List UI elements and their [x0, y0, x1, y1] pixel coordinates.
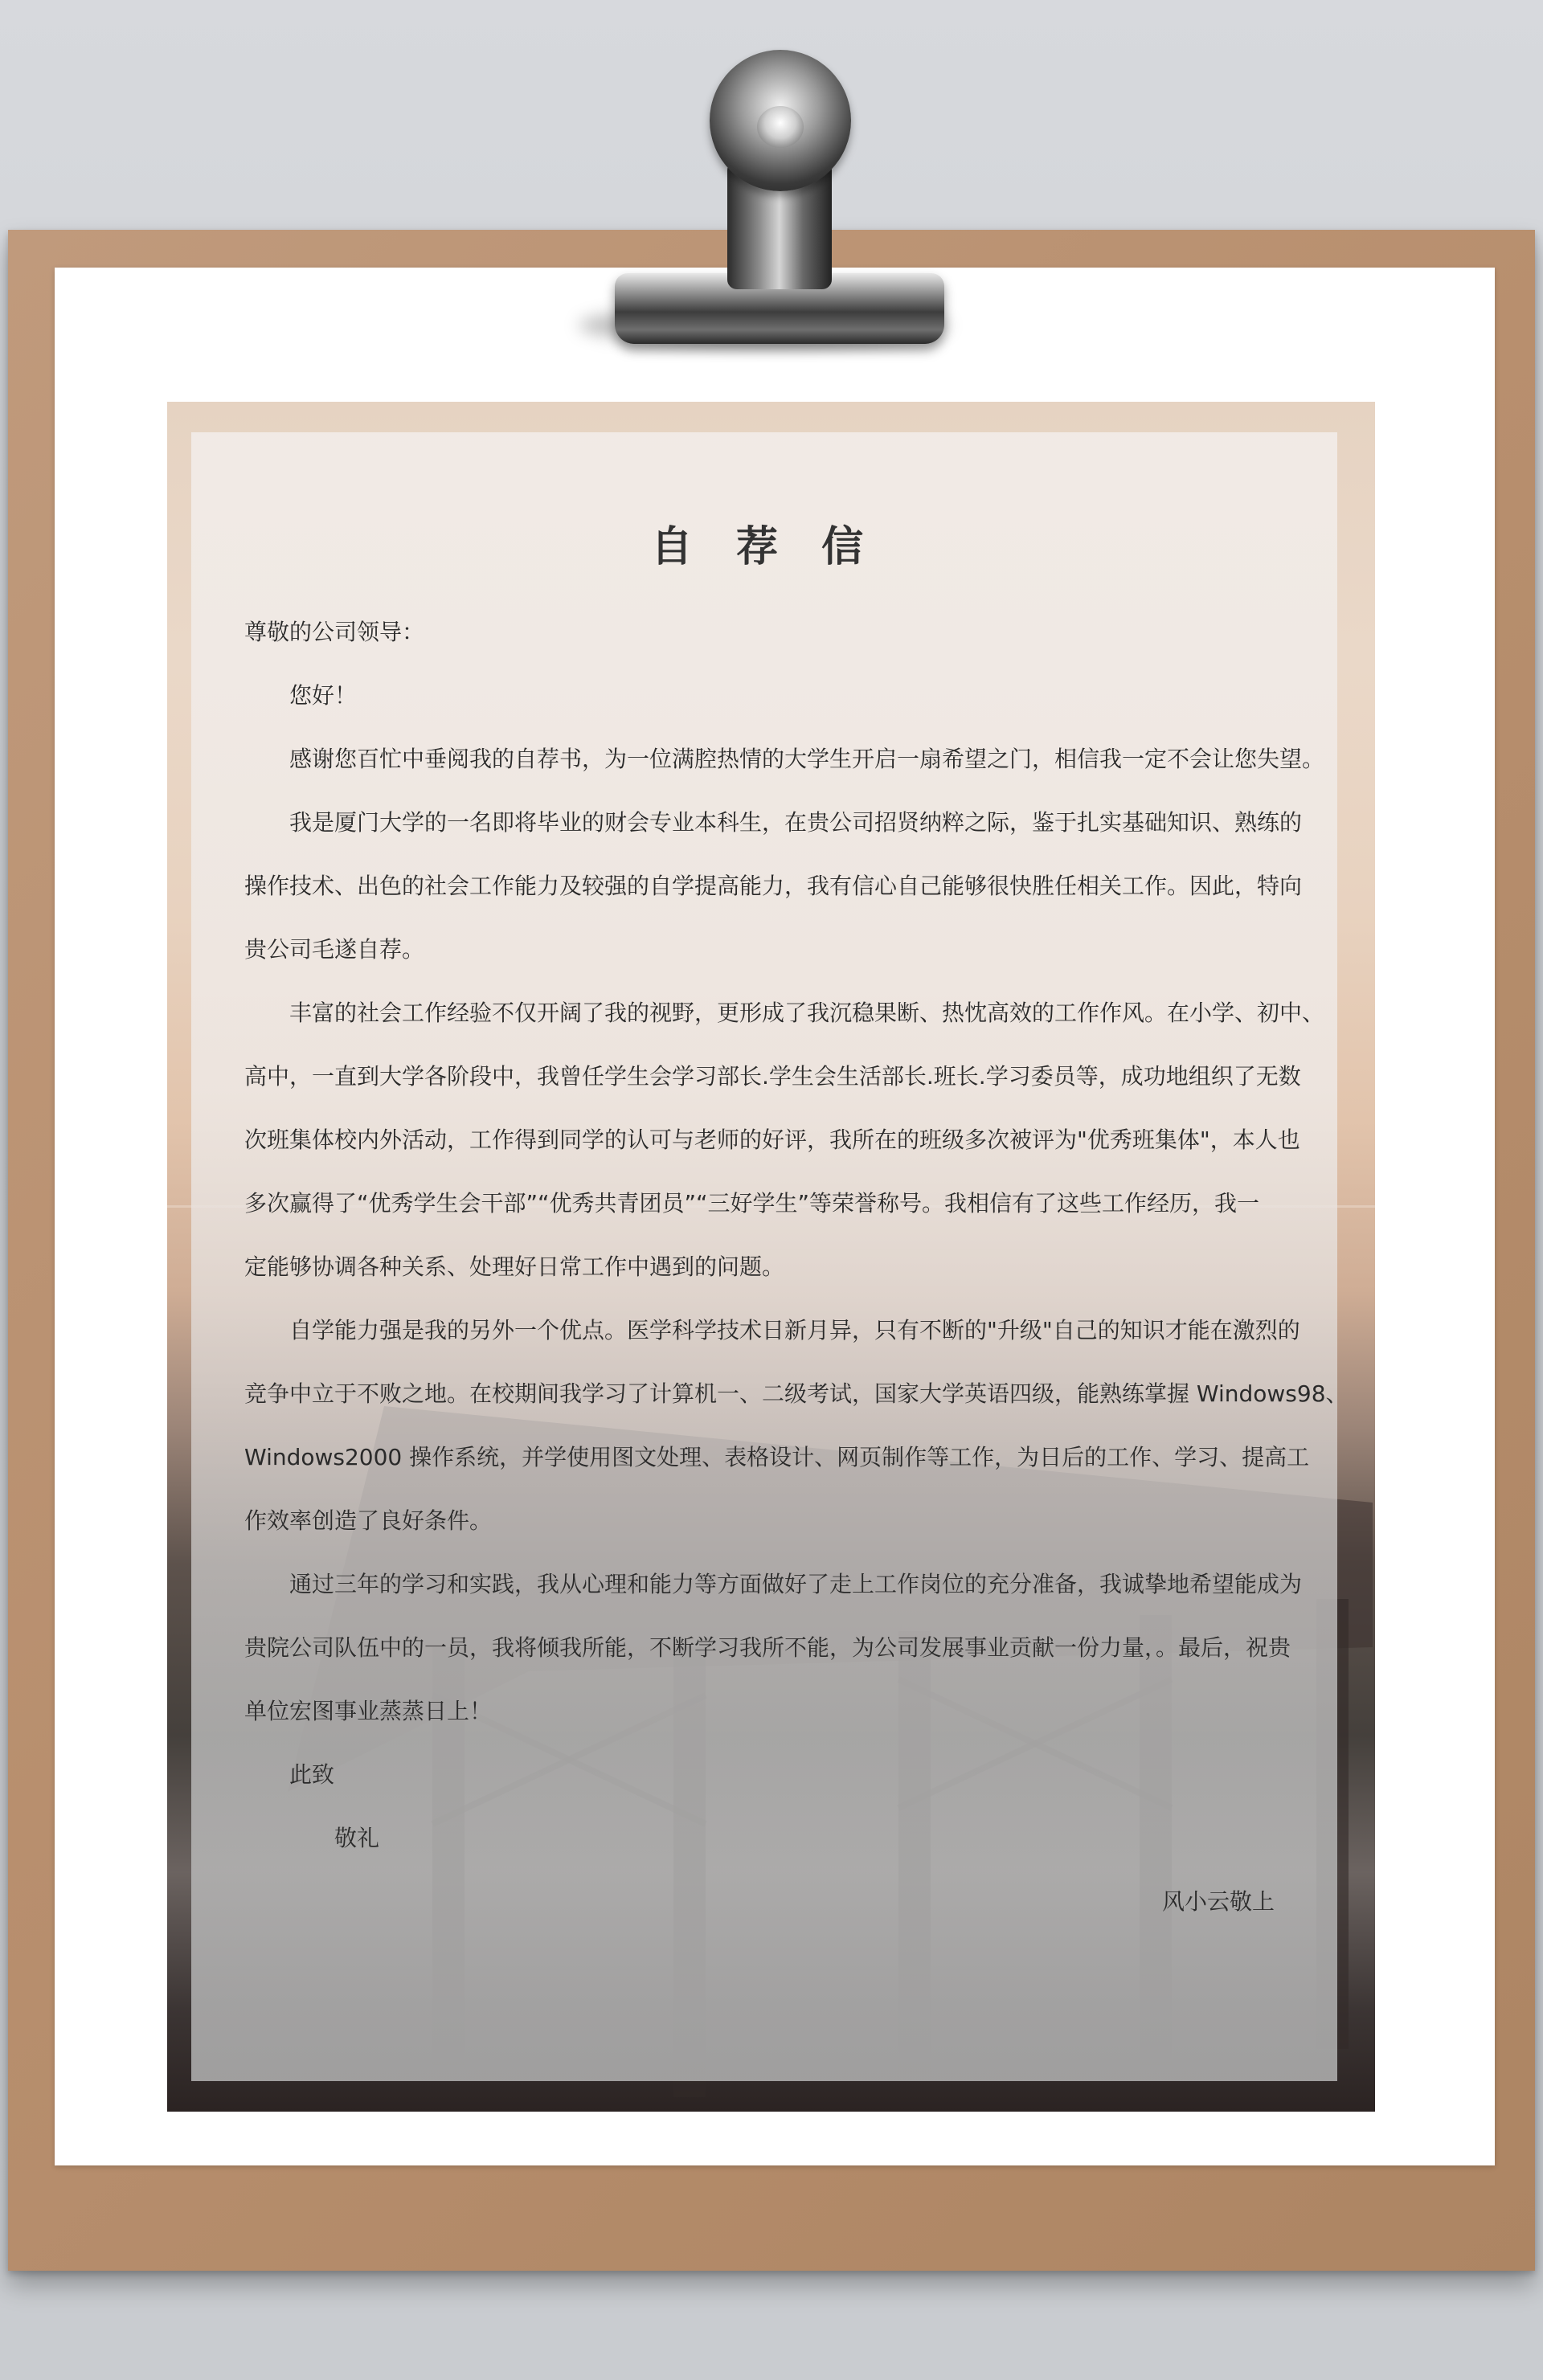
- binder-clip-hole: [757, 106, 804, 148]
- letter-title: 自 荐 信: [650, 523, 878, 571]
- letter-line: 通过三年的学习和实践，我从心理和能力等方面做好了走上工作岗位的充分准备，我诚挚地希望能成为: [289, 1571, 1303, 1597]
- letter-line: 自学能力强是我的另外一个优点。医学科学技术日新月异，只有不断的"升级"自己的知识才能在激烈的: [289, 1317, 1300, 1343]
- letter-line: 贵公司毛遂自荐。: [244, 936, 425, 963]
- letter-line: 高中，一直到大学各阶段中，我曾任学生会学习部长.学生会生活部长.班长.学习委员等，成功地组织了无数: [244, 1063, 1301, 1090]
- greeting: 您好！: [289, 682, 358, 709]
- letter-line: 作效率创造了良好条件。: [244, 1507, 493, 1534]
- letter-line: 次班集体校内外活动，工作得到同学的认可与老师的好评，我所在的班级多次被评为"优秀班集体"，本人也: [244, 1127, 1300, 1153]
- salutation: 尊敬的公司领导：: [244, 619, 425, 645]
- letter-panel: [191, 432, 1349, 2081]
- letter-line: 多次赢得了“优秀学生会干部”“优秀共青团员”“三好学生”等荣誉称号。我相信有了这些工作经历，我一: [244, 1190, 1260, 1217]
- letter-line: 我是厦门大学的一名即将毕业的财会专业本科生，在贵公司招贤纳粹之际，鉴于扎实基础知识、熟练的: [289, 809, 1303, 836]
- letter-line: 丰富的社会工作经验不仅开阔了我的视野，更形成了我沉稳果断、热忱高效的工作作风。在小学、初中、: [289, 1000, 1325, 1026]
- letter-line: 定能够协调各种关系、处理好日常工作中遇到的问题。: [244, 1253, 785, 1280]
- closing: 此致: [289, 1761, 335, 1788]
- regards: 敬礼: [334, 1825, 380, 1851]
- letter-line: Windows2000 操作系统，并学使用图文处理、表格设计、网页制作等工作，为日后的工作、学习、提高工: [244, 1444, 1310, 1470]
- letter-line: 感谢您百忙中垂阅我的自荐书，为一位满腔热情的大学生开启一扇希望之门，相信我一定不会让您失望。: [289, 746, 1325, 772]
- letter-line: 单位宏图事业蒸蒸日上！: [244, 1698, 493, 1724]
- letter-line: 竞争中立于不败之地。在校期间我学习了计算机一、二级考试，国家大学英语四级，能熟练掌握 Windows98、: [244, 1380, 1349, 1407]
- signature: 风小云敬上: [1161, 1888, 1275, 1915]
- letter-line: 操作技术、出色的社会工作能力及较强的自学提高能力，我有信心自己能够很快胜任相关工作。因此，特向: [244, 873, 1303, 899]
- letter-line: 贵院公司队伍中的一员，我将倾我所能，不断学习我所不能，为公司发展事业贡献一份力量，。最后，祝贵: [244, 1634, 1291, 1661]
